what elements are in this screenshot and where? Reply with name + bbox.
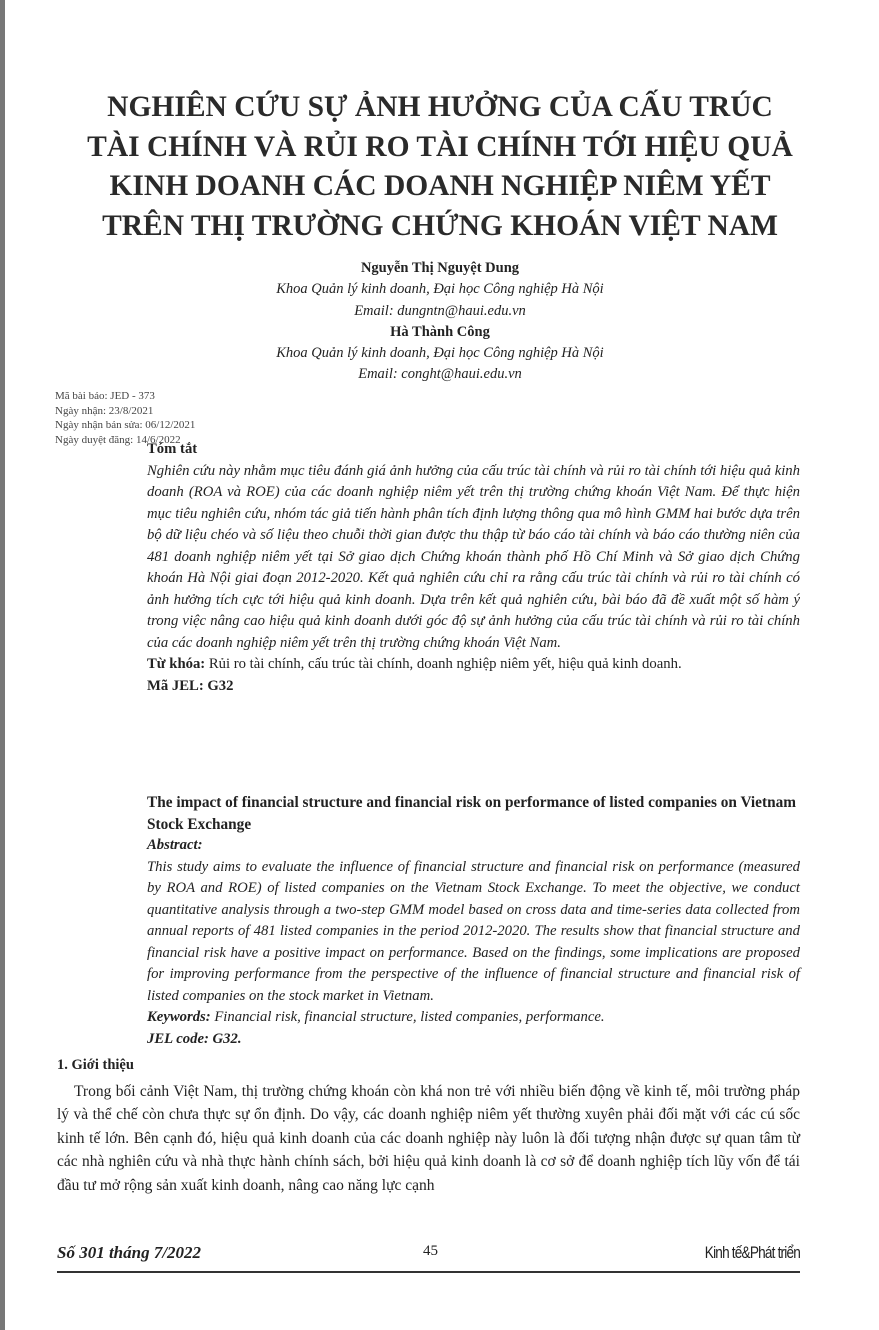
footer-rule: [57, 1271, 800, 1273]
revised-date: Ngày nhận bản sửa: 06/12/2021: [55, 419, 196, 431]
keywords-label: Keywords:: [147, 1009, 211, 1025]
author-name: Nguyễn Thị Nguyệt Dung: [360, 260, 520, 276]
english-title: The impact of financial structure and financial risk on performance of listed companies on Vietnam Stock Exchange: [147, 794, 796, 833]
journal-logo: Kinh tế&Phát triển: [704, 1243, 800, 1262]
accepted-date: Ngày duyệt đăng: 14/6/2022: [55, 433, 181, 446]
abstract-text: This study aims to evaluate the influence of financial structure and financial risk on performance (measured by ROA and ROE) of listed companies on the Vietnam Stock Exchange. To meet the objective, we conduct quantitative analysis through a two-step GMM model based on cross data and time-series data collected from annual reports of 481 listed companies in the period 2012-2020. The results show that financial structure and financial risk have a positive impact on performance. Based on the findings, some implications are proposed for improving performance from the perspective of the influence of financial structure and financial risk of listed companies on the stock market in Vietnam.: [147, 858, 800, 1004]
english-abstract: [147, 792, 800, 1050]
keywords: Financial risk, financial structure, listed companies, performance.: [210, 1009, 605, 1025]
jel-code: Mã JEL: G32: [147, 677, 234, 694]
author-email: Email: conght@haui.edu.vn: [358, 366, 522, 383]
title-line: TRÊN THỊ TRƯỜNG CHỨNG KHOÁN VIỆT NAM: [102, 209, 778, 242]
author-affiliation: Khoa Quản lý kinh doanh, Đại học Công nghiệp Hà Nội: [276, 281, 604, 298]
title-line: TÀI CHÍNH VÀ RỦI RO TÀI CHÍNH TỚI HIỆU QUẢ: [87, 130, 793, 163]
page-number: 45: [423, 1243, 438, 1259]
author-affiliation: Khoa Quản lý kinh doanh, Đại học Công nghiệp Hà Nội: [276, 345, 604, 362]
received-date: Ngày nhận: 23/8/2021: [55, 404, 154, 417]
article-title: [40, 88, 840, 246]
author-name: Hà Thành Công: [390, 323, 490, 340]
keywords-line: [147, 1007, 800, 1029]
introduction-section: [57, 1054, 800, 1197]
section-heading: 1. Giới thiệu: [57, 1057, 134, 1073]
jel-code: JEL code: G32.: [147, 1030, 242, 1047]
article-code: Mã bài báo: JED - 373: [55, 390, 155, 402]
abstract-text: Nghiên cứu này nhằm mục tiêu đánh giá ảnh hưởng của cấu trúc tài chính và rủi ro tài chính tới hiệu quả kinh doanh (ROA và ROE) của các doanh nghiệp niêm yết trên thị trường chứng khoán Việt Nam. Để thực hiện mục tiêu nghiên cứu, nhóm tác giả tiến hành phân tích định lượng thông qua mô hình GMM hai bước dựa trên bộ dữ liệu chéo và số liệu theo chuỗi thời gian được thu thập từ báo cáo tài chính và báo cáo thường niên của 481 doanh nghiệp niêm yết tại Sở giao dịch Chứng khoán thành phố Hồ Chí Minh và Sở giao dịch Chứng khoán Hà Nội giai đoạn 2012-2020. Kết quả nghiên cứu chỉ ra rằng cấu trúc tài chính và rủi ro tài chính có ảnh hưởng tích cực tới hiệu quả kinh doanh. Dựa trên kết quả nghiên cứu, bài báo đã đề xuất một số hàm ý trong việc nâng cao hiệu quả kinh doanh dưới góc độ sự ảnh hưởng của cấu trúc tài chính và rủi ro tài chính của các doanh nghiệp niêm yết trên thị trường chứng khoán Việt Nam.: [147, 462, 800, 651]
scan-edge: [0, 0, 5, 1330]
title-line: KINH DOANH CÁC DOANH NGHIỆP NIÊM YẾT: [109, 170, 771, 202]
page-footer: [57, 1243, 800, 1267]
vietnamese-abstract: [147, 439, 800, 697]
issue-label: Số 301 tháng 7/2022: [57, 1243, 202, 1262]
abstract-heading: Tóm tắt: [147, 441, 198, 457]
title-line: NGHIÊN CỨU SỰ ẢNH HƯỞNG CỦA CẤU TRÚC: [107, 91, 773, 123]
keywords: Rủi ro tài chính, cấu trúc tài chính, doanh nghiệp niêm yết, hiệu quả kinh doanh.: [205, 656, 682, 672]
authors-block: [200, 258, 680, 386]
keywords-line: [147, 654, 800, 676]
abstract-heading: Abstract:: [147, 837, 203, 853]
author-email: Email: dungntn@haui.edu.vn: [354, 302, 526, 319]
keywords-label: Từ khóa:: [147, 656, 206, 672]
section-paragraph: Trong bối cảnh Việt Nam, thị trường chứng khoán còn khá non trẻ với nhiều biến động về kinh tế, môi trường pháp lý và thể chế còn chưa thực sự ổn định. Do vậy, các doanh nghiệp niêm yết thường xuyên phải đối mặt với các cú sốc kinh tế lớn. Bên cạnh đó, hiệu quả kinh doanh của các doanh nghiệp này luôn là đối tượng nhận được sự quan tâm từ các nhà nghiên cứu và nhà thực hành chính sách, bởi hiệu quả kinh doanh là cơ sở để doanh nghiệp tích lũy vốn để tái đầu tư mở rộng sản xuất kinh doanh, nâng cao năng lực cạnh: [57, 1082, 800, 1194]
